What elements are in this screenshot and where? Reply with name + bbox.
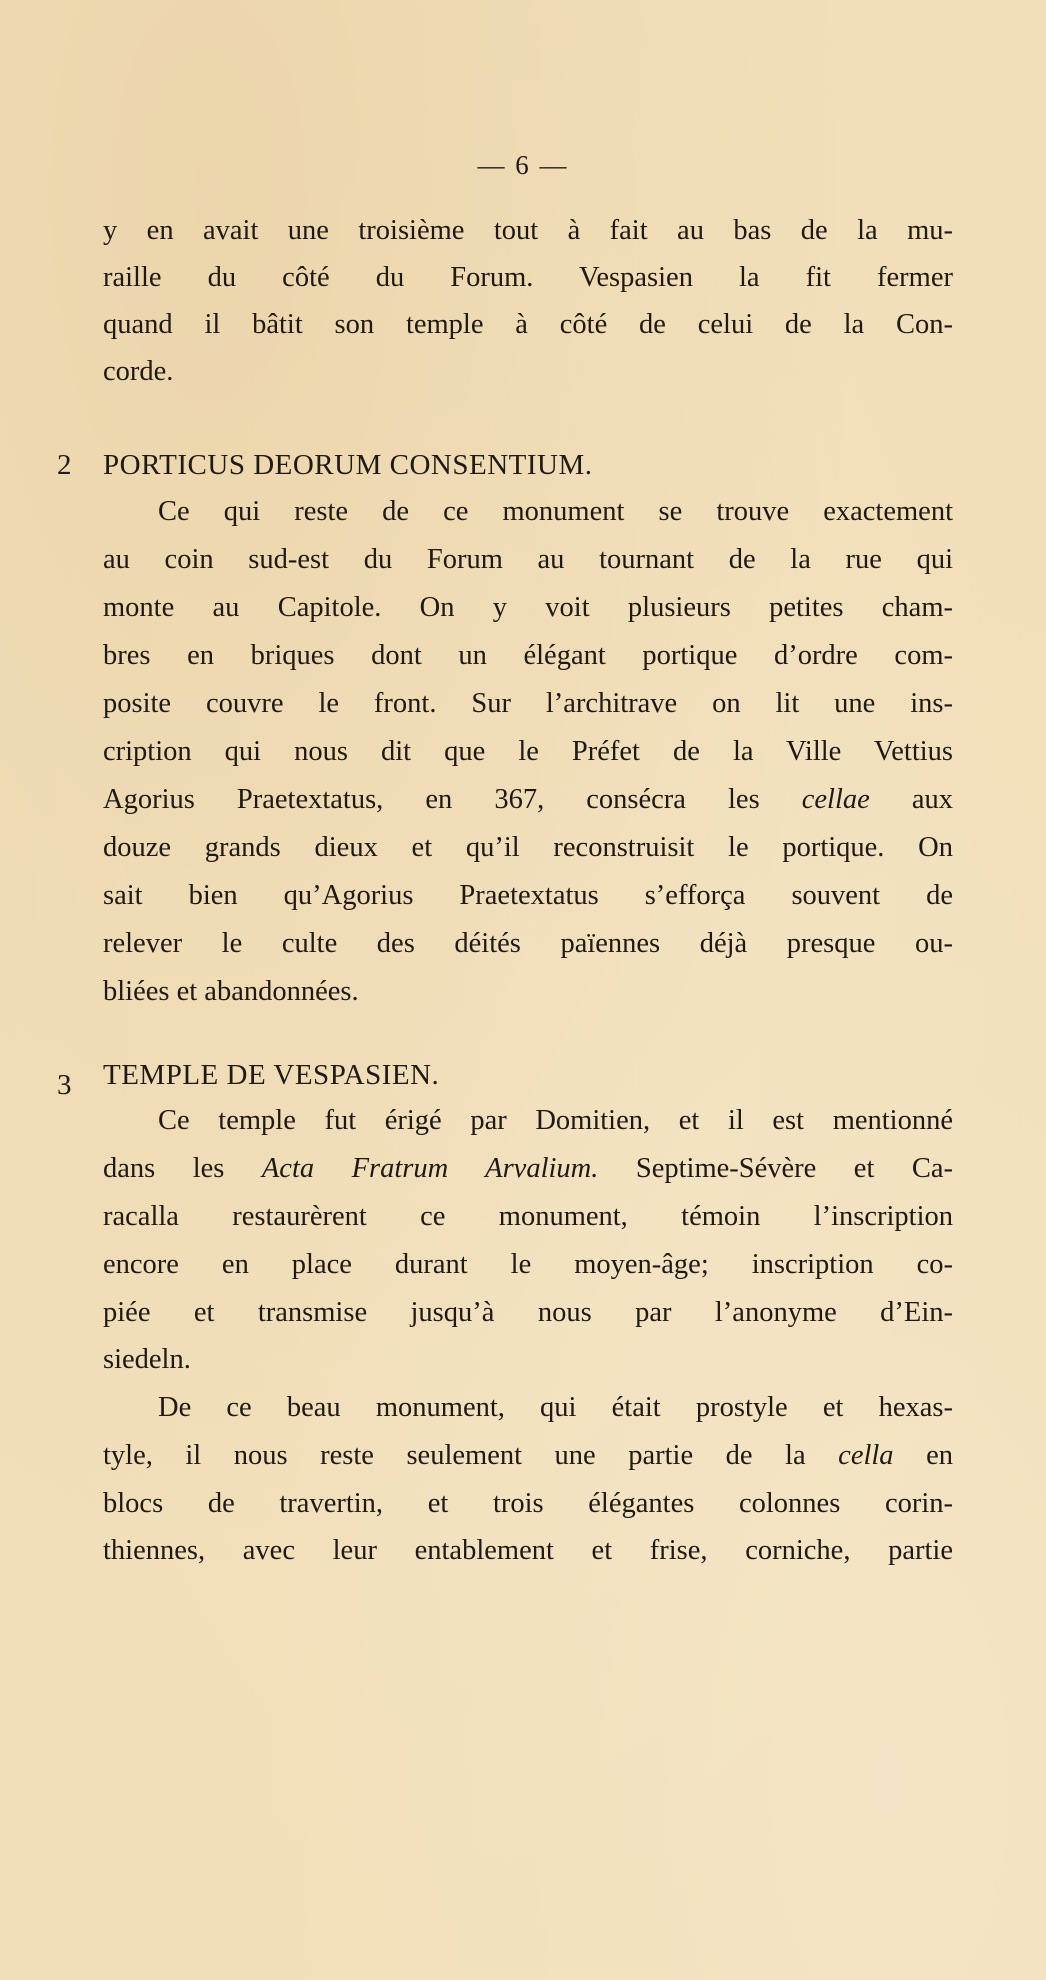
text-line: au coin sud-est du Forum au tournant de la rue qui (103, 544, 953, 575)
italic-term: cella (838, 1440, 894, 1471)
text-line: monte au Capitole. On y voit plusieurs petites cham- (103, 592, 953, 623)
page-number: — 6 — (477, 150, 569, 180)
text-line: thiennes, avec leur entablement et frise, corniche, partie (103, 1535, 953, 1566)
text-line: piée et transmise jusqu’à nous par l’anonyme d’Ein- (103, 1297, 953, 1328)
text-line-with-italic (103, 780, 953, 820)
text-span: Septime-Sévère et Ca- (598, 1153, 954, 1184)
text-line: siedeln. (103, 1344, 191, 1375)
section-heading: TEMPLE DE VESPASIEN. (103, 1059, 440, 1091)
text-span: aux (869, 784, 953, 815)
text-line: quand il bâtit son temple à côté de celui de la Con- (103, 309, 953, 340)
text-line: Ce qui reste de ce monument se trouve exactement (158, 496, 953, 527)
text-line: Ce temple fut érigé par Domitien, et il est mentionné (158, 1105, 953, 1136)
text-line: racalla restaurèrent ce monument, témoin l’inscription (103, 1201, 953, 1232)
italic-term: Acta Fratrum Arvalium. (261, 1153, 599, 1184)
text-line: encore en place durant le moyen-âge; inscription co- (103, 1249, 953, 1280)
text-span: dans les (103, 1153, 262, 1184)
section-heading: PORTICUS DEORUM CONSENTIUM. (103, 449, 593, 481)
text-span: en (893, 1440, 953, 1471)
text-line: cription qui nous dit que le Préfet de la Ville Vettius (103, 736, 953, 767)
text-line: douze grands dieux et qu’il reconstruisit le portique. On (103, 832, 953, 863)
text-line: De ce beau monument, qui était prostyle et hexas- (158, 1392, 953, 1423)
text-line: y en avait une troisième tout à fait au bas de la mu- (103, 215, 953, 246)
section-number: 2 (57, 449, 72, 481)
text-line: sait bien qu’Agorius Praetextatus s’efforça souvent de (103, 880, 953, 911)
section-number: 3 (57, 1069, 72, 1101)
text-span: tyle, il nous reste seulement une partie de la (103, 1440, 839, 1471)
text-span: Agorius Praetextatus, en 367, consécra les (103, 784, 802, 815)
text-line: relever le culte des déités païennes déjà presque ou- (103, 928, 953, 959)
text-line: blocs de travertin, et trois élégantes colonnes corin- (103, 1488, 953, 1519)
text-line: bres en briques dont un élégant portique d’ordre com- (103, 640, 953, 671)
text-line: bliées et abandonnées. (103, 976, 359, 1007)
text-line: corde. (103, 356, 174, 387)
text-line-with-italic (103, 1149, 953, 1189)
text-line-with-italic (103, 1436, 953, 1476)
italic-term: cellae (801, 784, 870, 815)
text-line: posite couvre le front. Sur l’architrave on lit une ins- (103, 688, 953, 719)
text-line: raille du côté du Forum. Vespasien la fit fermer (103, 262, 953, 293)
